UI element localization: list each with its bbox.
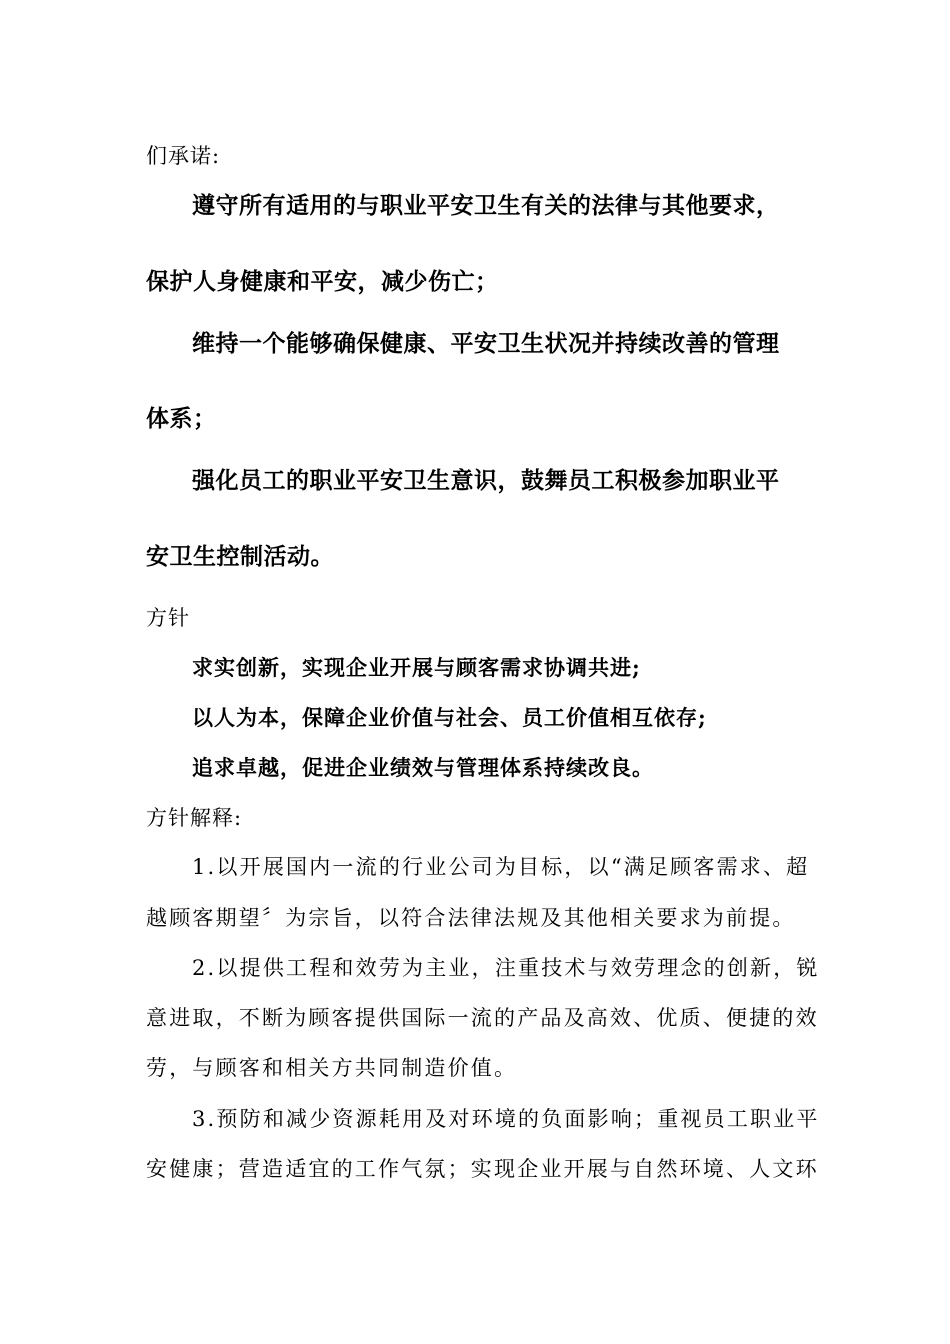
commitment-intro: 们承诺:	[146, 144, 221, 168]
policy-item-1: 求实创新，实现企业开展与顾客需求协调共进;	[192, 655, 641, 680]
commitment-3-line-2: 安卫生控制活动。	[146, 543, 334, 570]
policy-heading: 方针	[146, 606, 190, 630]
explanation-heading: 方针解释:	[146, 806, 243, 830]
commitment-1-line-2: 保护人身健康和平安，减少伤亡；	[146, 268, 499, 295]
explanation-3-line-2: 安健康；营造适宜的工作气氛；实现企业开展与自然环境、人文环	[146, 1157, 819, 1181]
explanation-3-line-1: 3.预防和减少资源耗用及对环境的负面影响；重视员工职业平	[192, 1107, 820, 1131]
explanation-2-line-3: 劳，与顾客和相关方共同制造价值。	[146, 1056, 518, 1080]
commitment-1-line-1: 遵守所有适用的与职业平安卫生有关的法律与其他要求，	[192, 192, 780, 219]
commitment-3-line-1: 强化员工的职业平安卫生意识，鼓舞员工积极参加职业平	[192, 467, 780, 494]
explanation-1-line-2: 越顾客期望〞为宗旨，以符合法律法规及其他相关要求为前提。	[146, 906, 796, 930]
policy-item-3: 追求卓越，促进企业绩效与管理体系持续改良。	[192, 755, 654, 780]
explanation-1-line-1: 1.以开展国内一流的行业公司为目标，以“满足顾客需求、超	[192, 855, 810, 879]
explanation-2-line-1: 2.以提供工程和效劳为主业，注重技术与效劳理念的创新，锐	[192, 956, 820, 980]
explanation-2-line-2: 意进取，不断为顾客提供国际一流的产品及高效、优质、便捷的效	[146, 1006, 819, 1030]
commitment-2-line-2: 体系；	[146, 405, 217, 432]
commitment-2-line-1: 维持一个能够确保健康、平安卫生状况并持续改善的管理	[192, 330, 780, 357]
policy-item-2: 以人为本，保障企业价值与社会、员工价值相互依存;	[192, 705, 707, 730]
